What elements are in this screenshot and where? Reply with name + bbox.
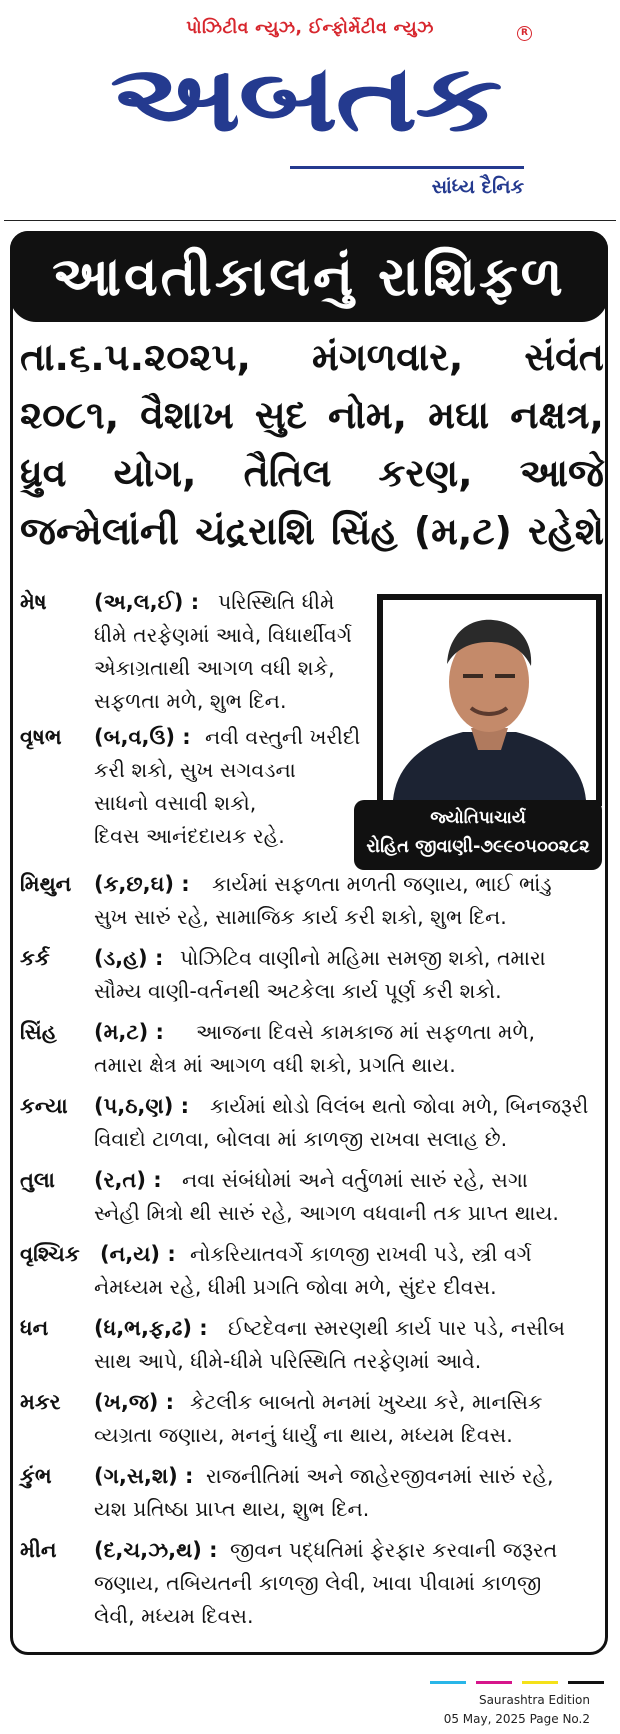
article-title: આવતીકાલનું રાશિફળ bbox=[52, 245, 566, 308]
color-mark-black bbox=[568, 1681, 604, 1684]
rashi-text-line: સ્નેહી મિત્રો થી સારું રહે, આગળ વધવાની તક પ્રાપ્ત થાય. bbox=[94, 1201, 559, 1225]
tagline: પોઝિટીવ ન્યુઝ, ઈન્ફોર્મેટીવ ન્યુઝ bbox=[186, 18, 434, 38]
rashi-text-line: સુખ સારું રહે, સામાજિક કાર્ય કરી શકો, શુભ દિન. bbox=[94, 905, 507, 929]
rashi-text-line: પરિસ્થિતિ ધીમે bbox=[218, 590, 335, 614]
rashi-text-line: જીવન પદ્ધતિમાં ફેરફાર કરવાની જરૂરત bbox=[230, 1538, 558, 1562]
rashi-name: મીન bbox=[20, 1538, 57, 1562]
masthead bbox=[0, 0, 620, 215]
rashi-text-line: નવી વસ્તુની ખરીદી bbox=[205, 725, 361, 749]
rashi-name: મકર bbox=[20, 1390, 61, 1414]
color-mark-yellow bbox=[522, 1681, 558, 1684]
footer-edition: Saurashtra Edition bbox=[478, 1693, 590, 1707]
rashi-text-line: નવા સંબંધોમાં અને વર્તુળમાં સારું રહે, સગા bbox=[182, 1168, 528, 1192]
rashi-text-line: કરી શકો, સુખ સગવડના bbox=[94, 758, 296, 782]
rashi-letters: (પ,ઠ,ણ) : bbox=[94, 1094, 190, 1118]
rashi-letters: (ખ,જ) : bbox=[94, 1390, 175, 1414]
rashi-text-line: એકાગ્રતાથી આગળ વધી શકે, bbox=[94, 656, 335, 680]
intro-line: જન્મેલાંની ચંદ્રરાશિ સિંહ (મ,ટ) રહેશે bbox=[20, 509, 604, 553]
rashi-name: ધન bbox=[20, 1316, 49, 1340]
title-banner bbox=[10, 231, 608, 322]
masthead-divider bbox=[4, 220, 616, 221]
rashi-text-line: નેમધ્યમ રહે, ધીમી પ્રગતિ જોવા મળે, સુંદર દીવસ. bbox=[94, 1275, 497, 1299]
rashi-text-line: ધીમે તરફેણમાં આવે, વિધાર્થીવર્ગ bbox=[94, 623, 352, 647]
astrologer-title: જ્યોતિપાચાર્ય bbox=[430, 808, 526, 828]
rashi-name: મેષ bbox=[20, 590, 47, 614]
rashi-name: તુલા bbox=[20, 1168, 55, 1192]
rashi-text-line: નોકરિયાતવર્ગે કાળજી રાખવી પડે, સ્ત્રી વર્ગ bbox=[190, 1242, 532, 1266]
intro-line: ધ્રુવ યોગ, તૈતિલ કરણ, આજે bbox=[20, 451, 604, 495]
rashi-text-line: વિવાદો ટાળવા, બોલવા માં કાળજી રાખવા સલાહ છે. bbox=[94, 1127, 508, 1151]
rashi-letters: (અ,લ,ઈ) : bbox=[94, 590, 200, 614]
rashi-text-line: ઈષ્ટદેવના સ્મરણથી કાર્ય પાર પડે, નસીબ bbox=[228, 1316, 566, 1340]
color-mark-cyan bbox=[430, 1681, 466, 1684]
rashi-letters: (ક,છ,ઘ) : bbox=[94, 872, 190, 896]
rashi-text-line: પોઝિટિવ વાણીનો મહિમા સમજી શકો, તમારા bbox=[180, 946, 546, 970]
rashi-name: કન્યા bbox=[20, 1094, 68, 1118]
rashi-text-line: સાધનો વસાવી શકો, bbox=[94, 791, 257, 815]
rashi-letters: (દ,ચ,ઝ,થ) : bbox=[94, 1538, 218, 1562]
rashi-name: સિંહ bbox=[20, 1020, 57, 1044]
color-mark-magenta bbox=[476, 1681, 512, 1684]
astrologer-photo bbox=[377, 594, 602, 806]
rashi-text-line: દિવસ આનંદદાયક રહે. bbox=[94, 824, 285, 848]
rashi-text-line: લેવી, મધ્યમ દિવસ. bbox=[94, 1604, 254, 1628]
rashi-text-line: આજના દિવસે કામકાજ માં સફળતા મળે, bbox=[196, 1020, 535, 1044]
rashi-letters: (ર,ત) : bbox=[94, 1168, 162, 1192]
astrologer-portrait-icon bbox=[383, 600, 596, 800]
rashi-letters: (મ,ટ) : bbox=[94, 1020, 164, 1044]
newspaper-logo bbox=[86, 44, 524, 154]
intro-line: ૨૦૮૧, વૈશાખ સુદ નોમ, મઘા નક્ષત્ર, bbox=[20, 393, 604, 437]
astrologer-name: રોહિત જીવાણી-૭૯૯૦૫૦૦૨૮૨ bbox=[366, 836, 590, 857]
rashi-letters: (બ,વ,ઉ) : bbox=[94, 725, 191, 749]
rashi-text-line: કેટલીક બાબતો મનમાં ખુચ્યા કરે, માનસિક bbox=[190, 1390, 543, 1414]
rashi-text-line: વ્યગ્રતા જણાય, મનનું ધાર્યું ના થાય, મધ્યમ દિવસ. bbox=[94, 1423, 513, 1447]
registered-mark: R bbox=[517, 26, 532, 41]
rashi-text-line: તમારા ક્ષેત્ર માં આગળ વધી શકો, પ્રગતિ થાય. bbox=[94, 1053, 456, 1077]
portrait-illustration bbox=[383, 600, 596, 800]
rashi-name: મિથુન bbox=[20, 872, 72, 896]
rashi-text-line: યશ પ્રતિષ્ઠા પ્રાપ્ત થાય, શુભ દિન. bbox=[94, 1497, 370, 1521]
edition-label: સાંધ્ય દૈનિક bbox=[431, 176, 524, 198]
astrologer-caption bbox=[354, 800, 602, 870]
rashi-text-line: સફળતા મળે, શુભ દિન. bbox=[94, 689, 287, 713]
rashi-letters: (ડ,હ) : bbox=[94, 946, 164, 970]
rashi-text-line: કાર્યમાં થોડો વિલંબ થતો જોવા મળે, બિનજરૂરી bbox=[210, 1094, 589, 1118]
rashi-letters: (ધ,ભ,ફ,ઢ) : bbox=[94, 1316, 208, 1340]
rashi-name: વૃષભ bbox=[20, 725, 62, 749]
footer-date: 05 May, 2025 Page No.2 bbox=[443, 1712, 590, 1726]
rashi-name: કર્ક bbox=[20, 946, 50, 970]
edition-rule bbox=[290, 166, 524, 169]
rashi-letters: (ન,ય) : bbox=[100, 1242, 176, 1266]
logo-text: અબતક bbox=[109, 45, 500, 152]
rashi-name: વૃશ્ચિક bbox=[20, 1242, 80, 1266]
rashi-text-line: જણાય, તબિયતની કાળજી લેવી, ખાવા પીવામાં કાળજી bbox=[94, 1571, 542, 1595]
intro-paragraph bbox=[20, 328, 604, 560]
rashi-text-line: સૌમ્ય વાણી-વર્તનથી અટકેલા કાર્ય પૂર્ણ કરી શકો. bbox=[94, 979, 502, 1003]
rashi-name: કુંભ bbox=[20, 1464, 52, 1488]
rashi-text-line: રાજનીતિમાં અને જાહેરજીવનમાં સારું રહે, bbox=[206, 1464, 554, 1488]
rashi-text-line: કાર્યમાં સફળતા મળતી જણાય, ભાઈ ભાંડુ bbox=[212, 872, 552, 896]
rashi-text-line: સાથ આપે, ધીમે-ધીમે પરિસ્થિતિ તરફેણમાં આવે. bbox=[94, 1349, 482, 1373]
rashi-letters: (ગ,સ,શ) : bbox=[94, 1464, 194, 1488]
intro-line: તા.૬.૫.૨૦૨૫, મંગળવાર, સંવંત bbox=[20, 335, 604, 379]
